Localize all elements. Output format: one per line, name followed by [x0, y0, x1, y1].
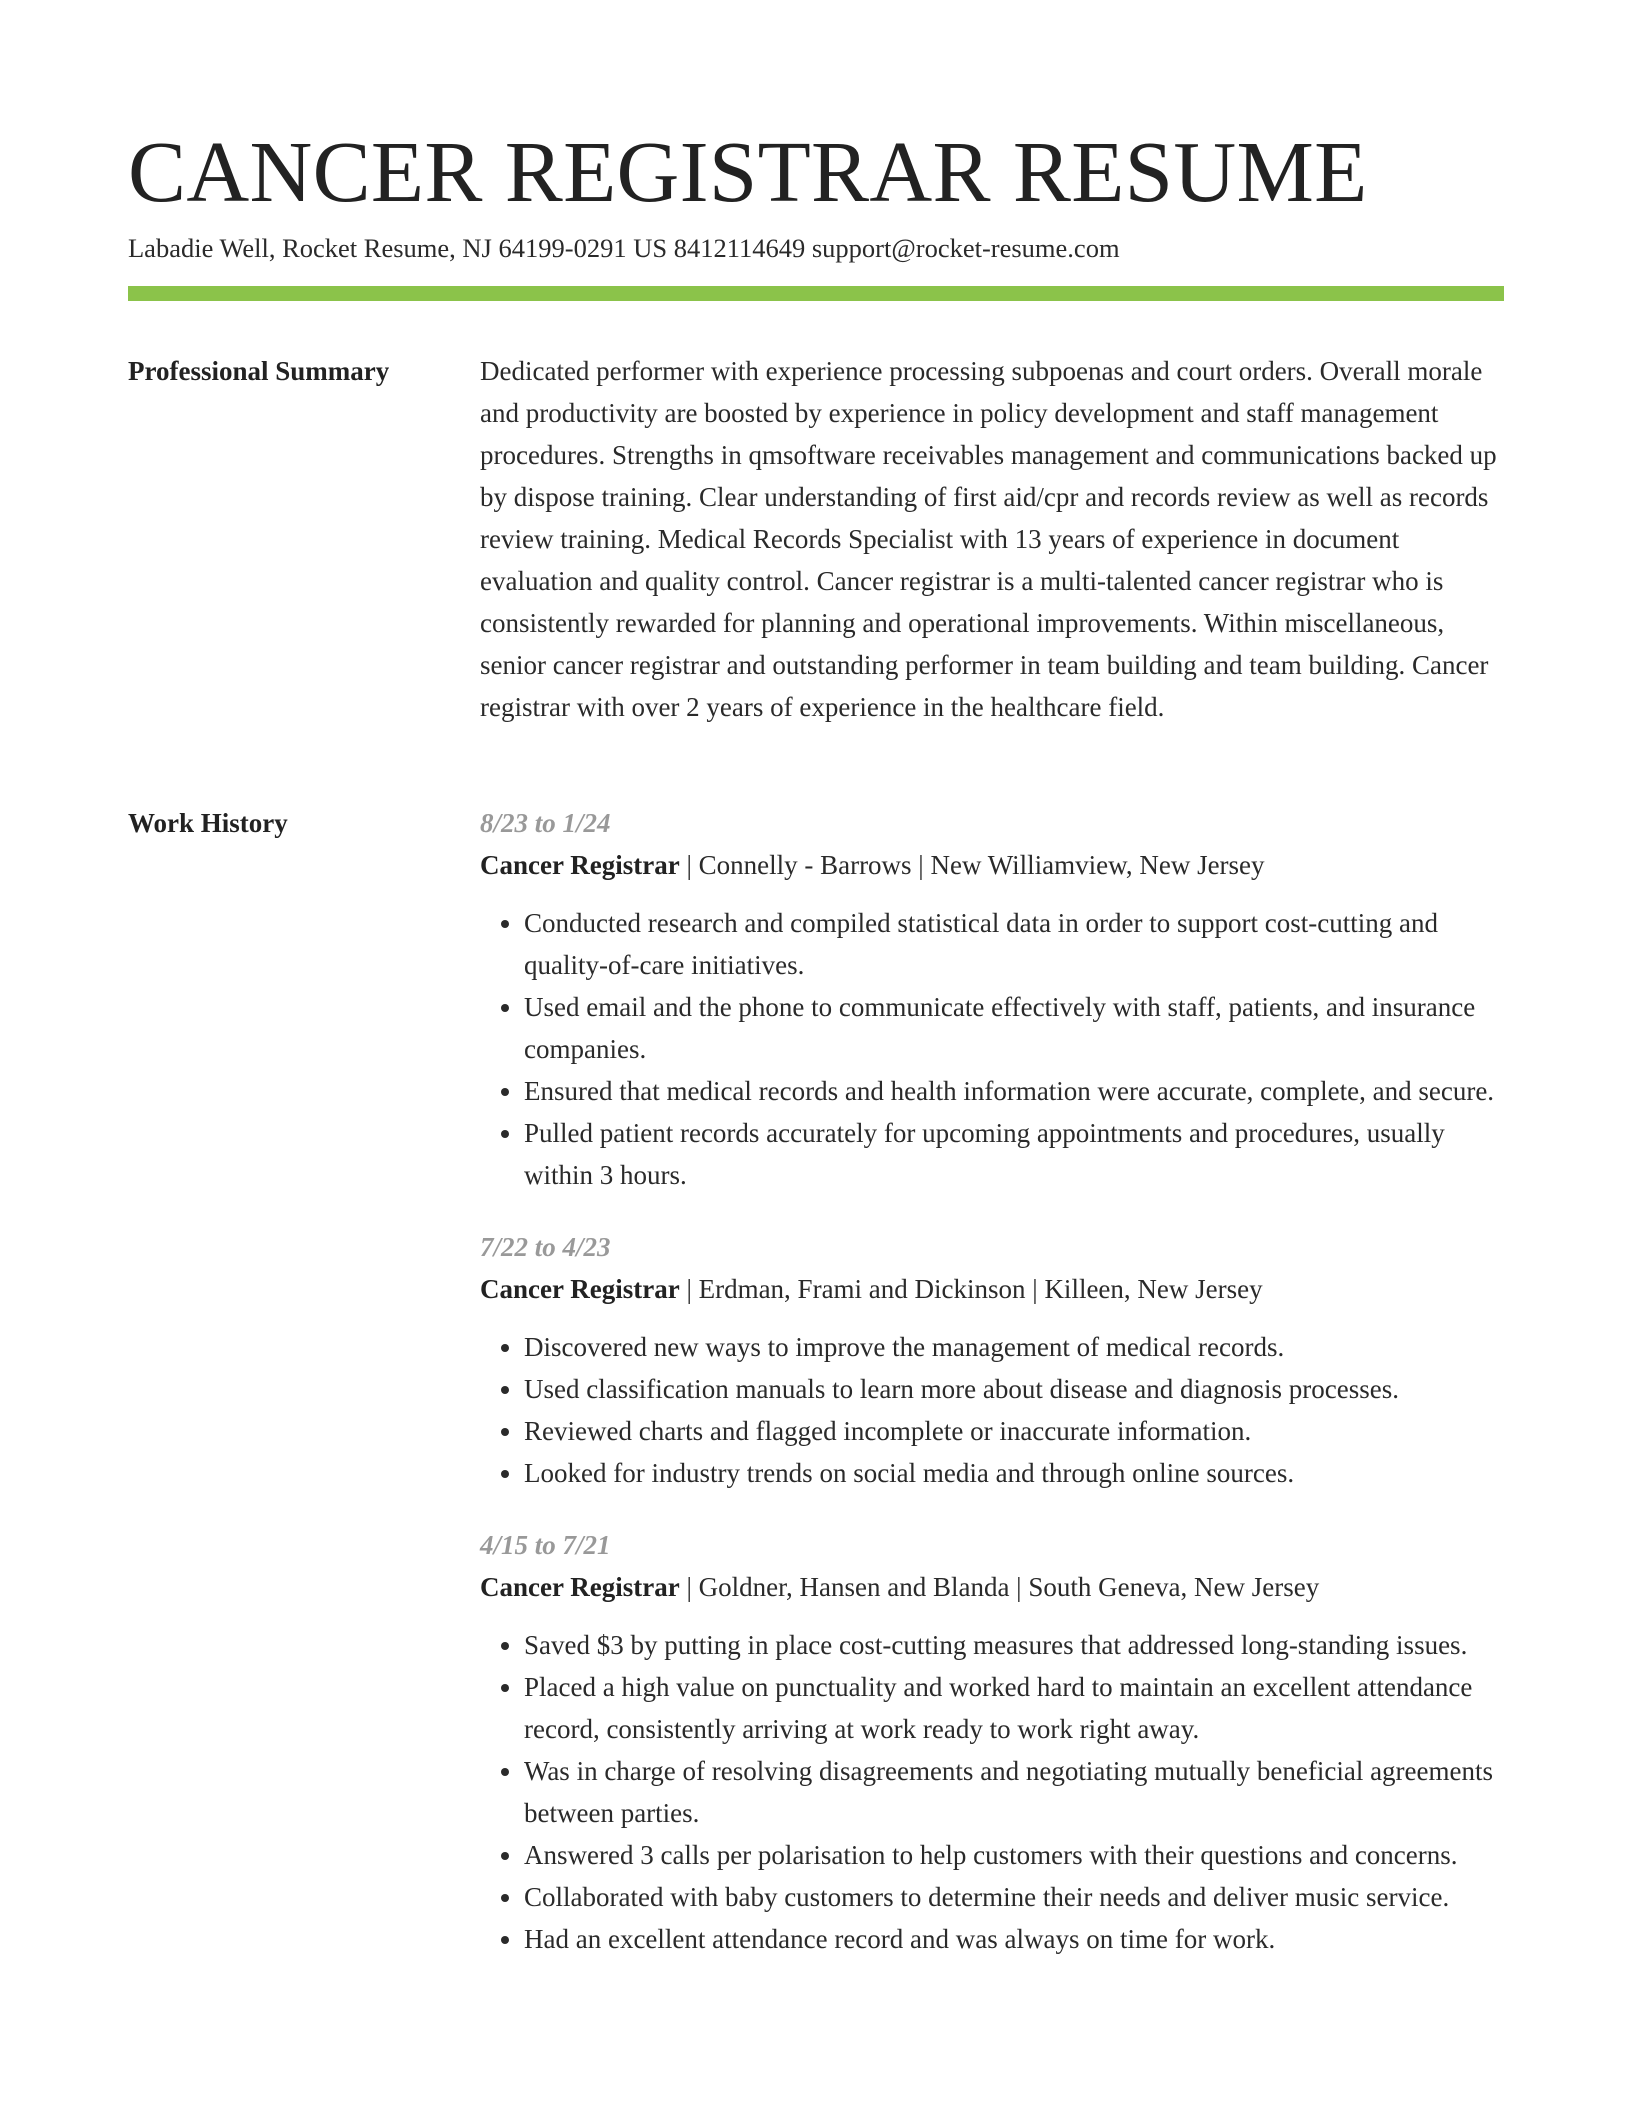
job-dates: 4/15 to 7/21 [480, 1530, 611, 1560]
job-bullet: • Used email and the phone to communicate effectively with staff, patients, and insurance companies. [524, 986, 1506, 1070]
section-label-work-history: Work History [128, 808, 288, 838]
job-heading [480, 844, 1506, 886]
work-history-section [480, 802, 1506, 1960]
job-details: | Erdman, Frami and Dickinson | Killeen, New Jersey [679, 1274, 1263, 1304]
job-bullet-list [480, 902, 1506, 1196]
resume-title: CANCER REGISTRAR RESUME [128, 123, 1368, 220]
job-bullet: • Discovered new ways to improve the management of medical records. [524, 1326, 1506, 1368]
job-details: | Goldner, Hansen and Blanda | South Geneva, New Jersey [679, 1572, 1320, 1602]
job-bullet-list [480, 1326, 1506, 1494]
job-dates: 8/23 to 1/24 [480, 808, 611, 838]
job-bullet: • Looked for industry trends on social media and through online sources. [524, 1452, 1506, 1494]
job-entry [480, 1226, 1506, 1494]
job-bullet: • Reviewed charts and flagged incomplete or inaccurate information. [524, 1410, 1506, 1452]
job-bullet: • Collaborated with baby customers to determine their needs and deliver music service. [524, 1876, 1506, 1918]
job-bullet: • Ensured that medical records and health information were accurate, complete, and secure. [524, 1070, 1506, 1112]
job-title: Cancer Registrar [480, 850, 680, 880]
header-divider [128, 286, 1504, 301]
job-heading [480, 1566, 1506, 1608]
job-dates: 7/22 to 4/23 [480, 1232, 611, 1262]
job-bullet: • Conducted research and compiled statistical data in order to support cost-cutting and quality-of-care initiatives. [524, 902, 1506, 986]
summary-text: Dedicated performer with experience processing subpoenas and court orders. Overall morale and productivity are boosted by experience in policy development and staff management procedures. Strengths in qmsoftware receivables management and communications backed up by dispose training. Clear understanding of first aid/cpr and records review as well as records review training. Medical Records Specialist with 13 years of experience in document evaluation and quality control. Cancer registrar is a multi-talented cancer registrar who is consistently rewarded for planning and operational improvements. Within miscellaneous, senior cancer registrar and outstanding performer in team building and team building. Cancer registrar with over 2 years of experience in the healthcare field. [480, 356, 1497, 722]
job-entry [480, 802, 1506, 1196]
job-entry [480, 1524, 1506, 1960]
job-bullet-list [480, 1624, 1506, 1960]
job-bullet: • Placed a high value on punctuality and worked hard to maintain an excellent attendance record, consistently arriving at work ready to work right away. [524, 1666, 1506, 1750]
section-label-professional-summary: Professional Summary [128, 356, 390, 386]
contact-line: Labadie Well, Rocket Resume, NJ 64199-0291 US 8412114649 support@rocket-resume.com [128, 233, 1120, 263]
professional-summary-section [480, 350, 1506, 728]
job-bullet: • Saved $3 by putting in place cost-cutting measures that addressed long-standing issues. [524, 1624, 1506, 1666]
job-details: | Connelly - Barrows | New Williamview, New Jersey [679, 850, 1265, 880]
job-bullet: • Was in charge of resolving disagreements and negotiating mutually beneficial agreements between parties. [524, 1750, 1506, 1834]
job-bullet: • Had an excellent attendance record and was always on time for work. [524, 1918, 1506, 1960]
job-bullet: • Pulled patient records accurately for upcoming appointments and procedures, usually within 3 hours. [524, 1112, 1506, 1196]
job-bullet: • Used classification manuals to learn more about disease and diagnosis processes. [524, 1368, 1506, 1410]
job-title: Cancer Registrar [480, 1572, 680, 1602]
job-bullet: • Answered 3 calls per polarisation to help customers with their questions and concerns. [524, 1834, 1506, 1876]
job-title: Cancer Registrar [480, 1274, 680, 1304]
job-heading [480, 1268, 1506, 1310]
